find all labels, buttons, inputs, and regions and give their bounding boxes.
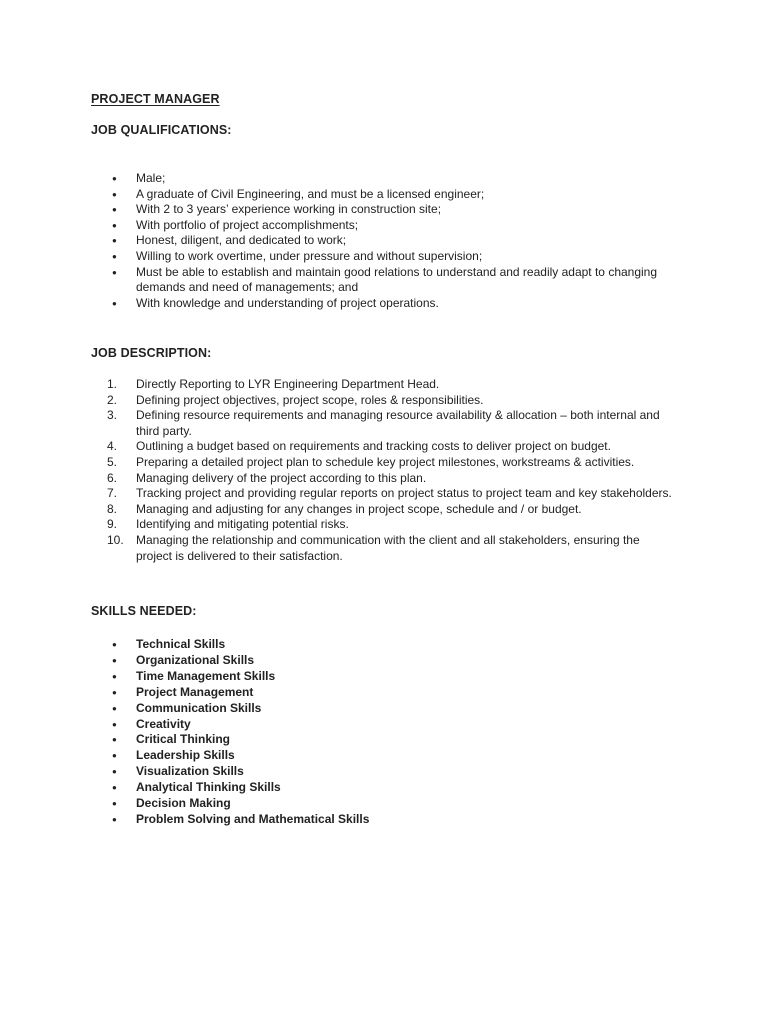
- list-item: [0, 717, 676, 733]
- bullet-icon: ●: [112, 719, 117, 729]
- bullet-icon: ●: [112, 220, 117, 230]
- list-item: [0, 265, 676, 296]
- item-number: 3.: [107, 408, 118, 423]
- list-item-text: Managing delivery of the project according to this plan.: [136, 470, 427, 485]
- list-item: [0, 296, 676, 312]
- list-item-text: Visualization Skills: [136, 764, 244, 779]
- list-item-text: Outlining a budget based on requirements and tracking costs to deliver project on budget.: [136, 439, 611, 454]
- description-list: [0, 377, 676, 564]
- list-item: [0, 171, 676, 187]
- qualifications-heading: JOB QUALIFICATIONS:: [91, 123, 232, 137]
- list-item: [0, 796, 676, 812]
- list-item: [0, 187, 676, 203]
- list-item: [0, 455, 676, 471]
- item-number: 5.: [107, 454, 118, 469]
- bullet-icon: ●: [112, 671, 117, 681]
- list-item-text: With knowledge and understanding of project operations.: [136, 295, 439, 310]
- list-item: [0, 669, 676, 685]
- list-item-text: Organizational Skills: [136, 652, 255, 667]
- qualifications-list: [0, 171, 676, 311]
- bullet-icon: ●: [112, 735, 117, 745]
- list-item: [0, 653, 676, 669]
- list-item-text: Willing to work overtime, under pressure and without supervision;: [136, 248, 483, 263]
- description-heading: JOB DESCRIPTION:: [91, 346, 212, 360]
- skills-list: [0, 637, 676, 828]
- item-number: 2.: [107, 392, 118, 407]
- bullet-icon: ●: [112, 687, 117, 697]
- list-item: [0, 233, 676, 249]
- list-item: [0, 517, 676, 533]
- item-number: 9.: [107, 517, 118, 532]
- list-item: [0, 408, 676, 439]
- bullet-icon: ●: [112, 251, 117, 261]
- bullet-icon: ●: [112, 751, 117, 761]
- bullet-icon: ●: [112, 655, 117, 665]
- list-item: [0, 748, 676, 764]
- list-item: [0, 780, 676, 796]
- list-item-text: Male;: [136, 171, 166, 185]
- list-item: [0, 637, 676, 653]
- list-item: [0, 471, 676, 487]
- list-item: [0, 439, 676, 455]
- bullet-icon: ●: [112, 174, 117, 183]
- list-item-text: Communication Skills: [136, 700, 262, 715]
- item-number: 8.: [107, 501, 118, 516]
- item-number: 4.: [107, 439, 118, 454]
- bullet-icon: ●: [112, 236, 117, 246]
- bullet-icon: ●: [112, 205, 117, 215]
- list-item-text: Problem Solving and Mathematical Skills: [136, 811, 370, 826]
- list-item-text: Time Management Skills: [136, 668, 276, 683]
- list-item-text: Managing the relationship and communication with the client and all stakeholders, ensuring the project is delivered to their satisfaction.: [136, 532, 640, 563]
- list-item-text: Critical Thinking: [136, 732, 231, 747]
- list-item-text: Leadership Skills: [136, 748, 235, 763]
- bullet-icon: ●: [112, 298, 117, 308]
- list-item-text: With portfolio of project accomplishments;: [136, 217, 359, 232]
- list-item-text: Defining resource requirements and managing resource availability & allocation – both internal and third party.: [136, 408, 660, 438]
- bullet-icon: ●: [112, 703, 117, 713]
- list-item-text: Decision Making: [136, 796, 231, 811]
- bullet-icon: ●: [112, 767, 117, 777]
- list-item-text: Technical Skills: [136, 637, 226, 651]
- list-item-text: Defining project objectives, project scope, roles & responsibilities.: [136, 392, 484, 407]
- list-item-text: Directly Reporting to LYR Engineering Department Head.: [136, 377, 440, 391]
- list-item-text: Creativity: [136, 716, 191, 731]
- list-item: [0, 764, 676, 780]
- list-item-text: Identifying and mitigating potential risks.: [136, 517, 349, 532]
- bullet-icon: ●: [112, 814, 117, 824]
- list-item: [0, 812, 676, 828]
- item-number: 6.: [107, 470, 118, 485]
- list-item-text: Analytical Thinking Skills: [136, 780, 281, 795]
- document-title: PROJECT MANAGER: [91, 92, 220, 106]
- list-item-text: Preparing a detailed project plan to schedule key project milestones, workstreams & activities.: [136, 454, 635, 469]
- bullet-icon: ●: [112, 267, 117, 277]
- bullet-icon: ●: [112, 783, 117, 793]
- list-item-text: Honest, diligent, and dedicated to work;: [136, 233, 347, 248]
- list-item: [0, 393, 676, 409]
- list-item: [0, 685, 676, 701]
- skills-heading: SKILLS NEEDED:: [91, 604, 197, 618]
- list-item: [0, 202, 676, 218]
- list-item: [0, 701, 676, 717]
- item-number: 1.: [107, 377, 118, 391]
- list-item-text: Project Management: [136, 684, 254, 699]
- list-item: [0, 732, 676, 748]
- list-item: [0, 249, 676, 265]
- bullet-icon: ●: [112, 799, 117, 809]
- list-item: [0, 486, 676, 502]
- list-item: [0, 502, 676, 518]
- bullet-icon: ●: [112, 189, 117, 199]
- list-item: [0, 218, 676, 234]
- item-number: 10.: [107, 532, 124, 547]
- list-item-text: Managing and adjusting for any changes in project scope, schedule and / or budget.: [136, 501, 582, 516]
- list-item-text: Must be able to establish and maintain good relations to understand and readily adapt to changing demands and need of managements; and: [136, 264, 658, 295]
- list-item-text: Tracking project and providing regular reports on project status to project team and key stakeholders.: [136, 486, 672, 501]
- item-number: 7.: [107, 486, 118, 501]
- bullet-icon: ●: [112, 640, 117, 649]
- list-item: [0, 533, 676, 564]
- list-item-text: With 2 to 3 years’ experience working in construction site;: [136, 202, 442, 217]
- list-item: [0, 377, 676, 393]
- list-item-text: A graduate of Civil Engineering, and must be a licensed engineer;: [136, 186, 485, 201]
